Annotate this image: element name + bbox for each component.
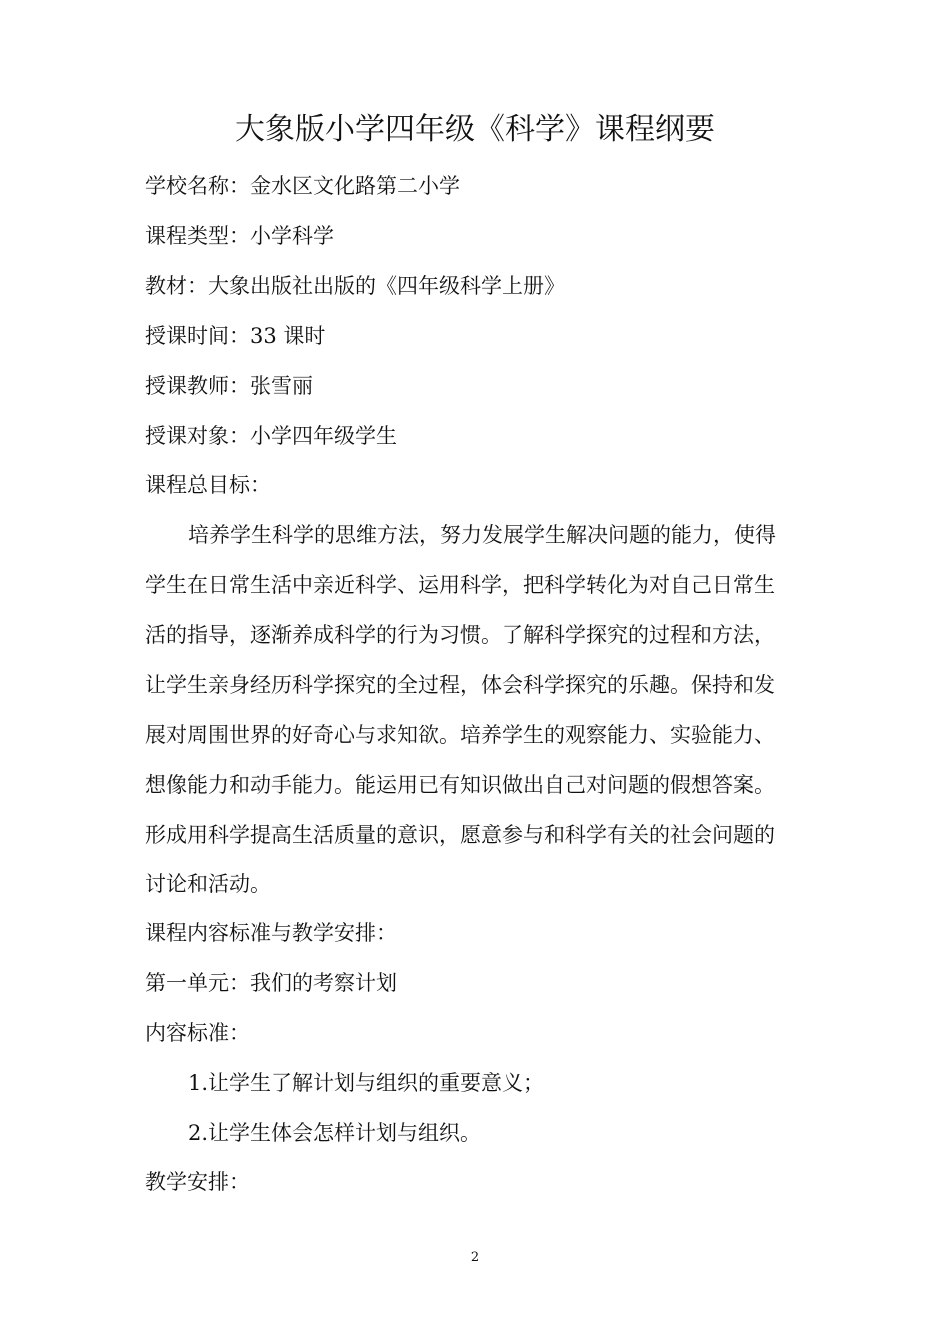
info-hours: 授课时间：33 课时	[145, 324, 326, 348]
standard-item: 1.让学生了解计划与组织的重要意义；	[188, 1071, 545, 1095]
goal-paragraph-line: 想像能力和动手能力。能运用已有知识做出自己对问题的假想答案。	[145, 773, 775, 797]
info-audience: 授课对象：小学四年级学生	[145, 424, 397, 448]
standard-item: 2.让学生体会怎样计划与组织。	[188, 1121, 482, 1145]
goal-paragraph-line: 展对周围世界的好奇心与求知欲。培养学生的观察能力、实验能力、	[145, 723, 775, 747]
arrangement-heading: 教学安排：	[145, 1170, 250, 1194]
info-textbook: 教材：大象出版社出版的《四年级科学上册》	[145, 274, 565, 298]
goal-paragraph-line: 形成用科学提高生活质量的意识，愿意参与和科学有关的社会问题的	[145, 823, 775, 847]
page-number: 2	[470, 1250, 480, 1265]
info-school: 学校名称：金水区文化路第二小学	[145, 174, 460, 198]
info-teacher: 授课教师：张雪丽	[145, 374, 313, 398]
goal-paragraph-line: 培养学生科学的思维方法，努力发展学生解决问题的能力，使得	[188, 523, 776, 547]
unit-title: 第一单元：我们的考察计划	[145, 971, 397, 995]
standard-heading: 内容标准：	[145, 1021, 250, 1045]
info-course-type: 课程类型：小学科学	[145, 224, 334, 248]
content-heading: 课程内容标准与教学安排：	[145, 921, 397, 945]
goal-paragraph-line: 让学生亲身经历科学探究的全过程，体会科学探究的乐趣。保持和发	[145, 673, 775, 697]
goal-paragraph-line: 讨论和活动。	[145, 872, 271, 896]
goal-paragraph-line: 活的指导，逐渐养成科学的行为习惯。了解科学探究的过程和方法，	[145, 623, 775, 647]
goal-heading: 课程总目标：	[145, 473, 271, 497]
document-title: 大象版小学四年级《科学》课程纲要	[235, 112, 715, 147]
goal-paragraph-line: 学生在日常生活中亲近科学、运用科学，把科学转化为对自己日常生	[145, 573, 775, 597]
